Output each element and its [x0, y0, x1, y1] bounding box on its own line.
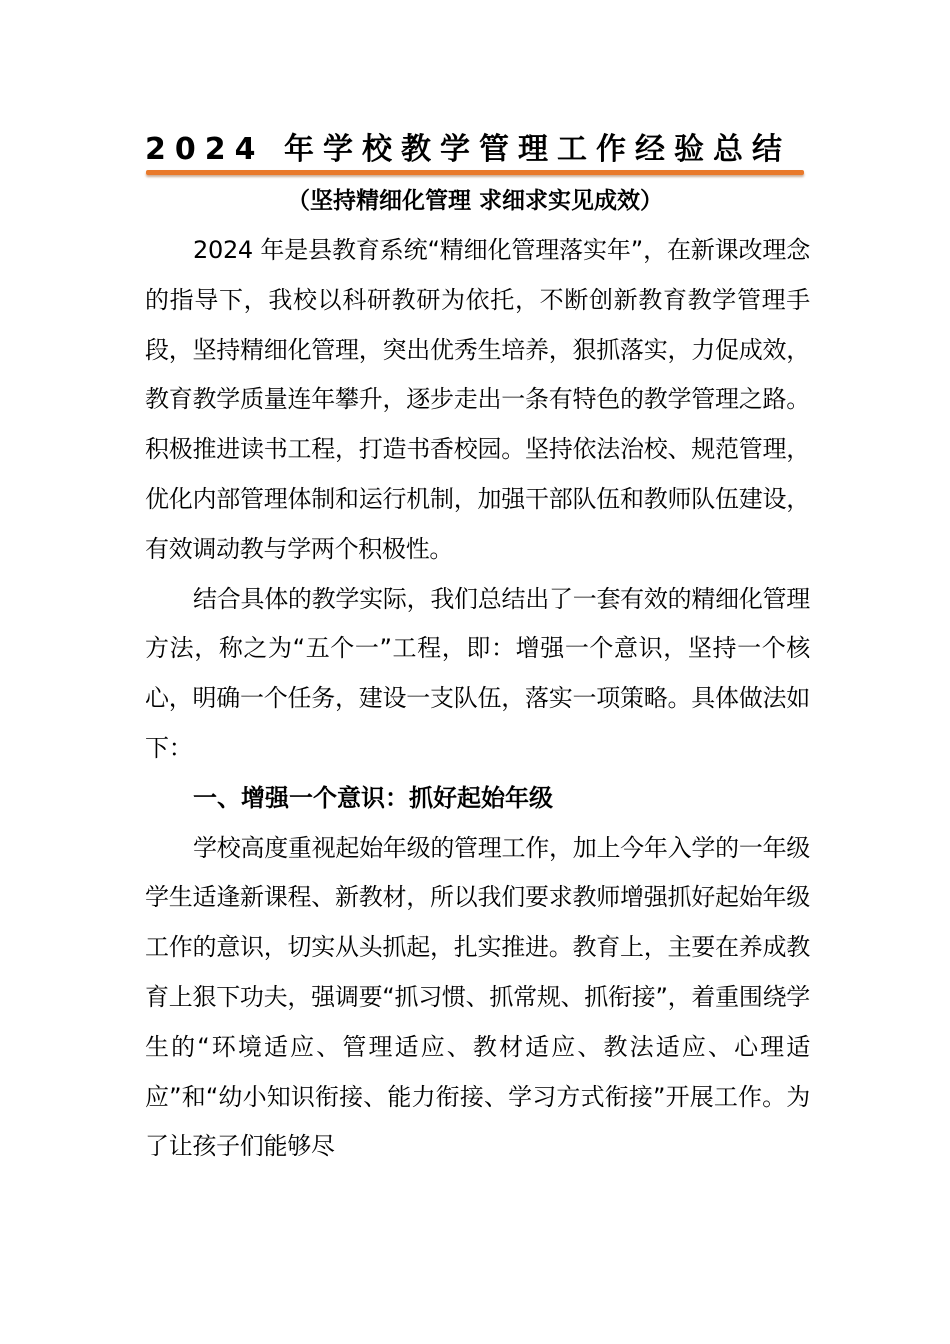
paragraph-section-1: 学校高度重视起始年级的管理工作，加上今年入学的一年级学生适逢新课程、新教材，所以我们要求教师增强抓好起始年级工作的意识，切实从头抓起，扎实推进。教育上，主要在养成教育上狠下功夫，强调要“抓习惯、抓常规、抓衔接”，着重围绕学生的“环境适应、管理适应、教材适应、教法适应、心理适应”和“幼小知识衔接、能力衔接、学习方式衔接”开展工作。为了让孩子们能够尽: [145, 833, 810, 1161]
paragraph-intro: 2024 年是县教育系统“精细化管理落实年”，在新课改理念的指导下，我校以科研教研为依托，不断创新教育教学管理手段，坚持精细化管理，突出优秀生培养，狠抓落实，力促成效，教育教学质量连年攀升，逐步走出一条有特色的教学管理之路。积极推进读书工程，打造书香校园。坚持依法治校、规范管理，优化内部管理体制和运行机制，加强干部队伍和教师队伍建设，有效调动教与学两个积极性。: [145, 236, 810, 563]
paragraph-method: 结合具体的教学实际，我们总结出了一套有效的精细化管理方法，称之为“五个一”工程，即：增强一个意识，坚持一个核心，明确一个任务，建设一支队伍，落实一项策略。具体做法如下：: [145, 584, 810, 762]
page-title: 2024 年学校教学管理工作经验总结: [145, 132, 791, 167]
page-subtitle: （坚持精细化管理 求细求实见成效）: [286, 188, 663, 214]
title-underline: [146, 170, 804, 175]
document-body: [145, 226, 810, 1172]
section-heading-1: 一、增强一个意识：抓好起始年级: [193, 783, 553, 812]
